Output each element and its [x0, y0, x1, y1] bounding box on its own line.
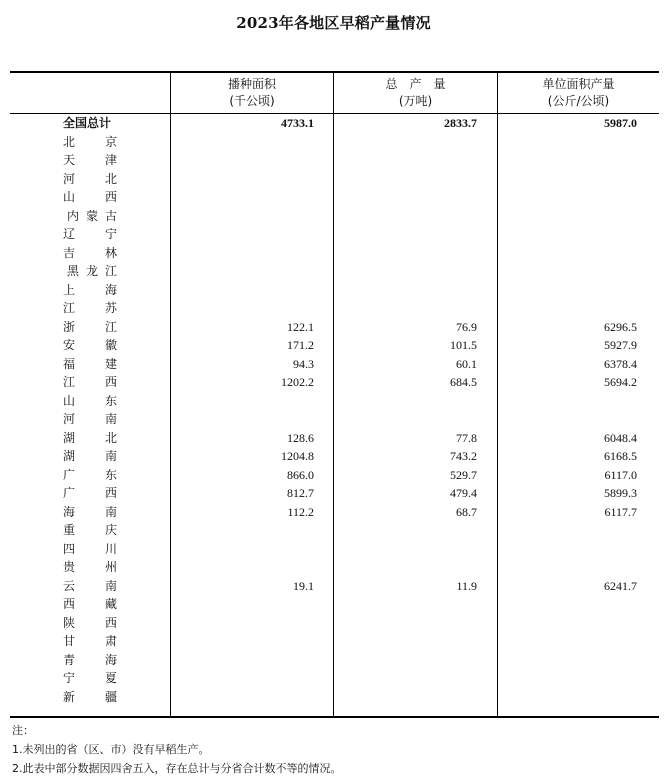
- header-yield-name: 单位面积产量: [542, 77, 615, 91]
- region-name: 山 东: [63, 393, 117, 408]
- output-value: 479.4: [450, 486, 477, 500]
- yield-value: 6378.4: [604, 356, 637, 371]
- table-row: [0, 521, 667, 540]
- table-row: [0, 651, 667, 670]
- table-row: [0, 669, 667, 688]
- footnotes: [12, 721, 342, 778]
- region-name: 云 南: [63, 578, 117, 593]
- table-row: [0, 484, 667, 503]
- region-name: 青 海: [63, 652, 117, 667]
- header-area-unit: (千公顷): [229, 94, 275, 108]
- table-row: [0, 299, 667, 318]
- region-name: 江 西: [63, 375, 117, 389]
- region-name: 甘 肃: [63, 634, 117, 648]
- table-row: [0, 614, 667, 633]
- yield-value: 6296.5: [604, 319, 637, 334]
- output-value: 60.1: [456, 356, 477, 371]
- region-name: 河 南: [63, 412, 117, 426]
- output-value: 684.5: [450, 375, 477, 389]
- table-bottom-rule: [10, 716, 659, 718]
- region-name: 吉 林: [63, 245, 117, 260]
- table-row: [0, 170, 667, 189]
- table-row: [0, 577, 667, 596]
- area-value: 1202.2: [281, 375, 314, 389]
- table-row: [0, 410, 667, 429]
- area-value: 94.3: [293, 356, 314, 371]
- yield-value: 5927.9: [604, 338, 637, 352]
- table-row: [0, 503, 667, 522]
- region-name: 天 津: [63, 153, 117, 167]
- region-name: 西 藏: [63, 597, 117, 611]
- region-name: 辽 宁: [63, 227, 117, 241]
- page-title: 2023年各地区早稻产量情况: [236, 14, 431, 32]
- header-output-name: 总 产 量: [385, 77, 446, 91]
- table-row: [0, 114, 667, 133]
- footnote-label: 注：: [12, 724, 34, 737]
- table-row: [0, 151, 667, 170]
- table-row: [0, 392, 667, 411]
- output-value: 101.5: [450, 338, 477, 352]
- table-row: [0, 318, 667, 337]
- yield-value: 6048.4: [604, 430, 637, 445]
- region-name: 重 庆: [63, 523, 117, 537]
- region-name: 福 建: [63, 356, 117, 371]
- table-row: [0, 688, 667, 707]
- region-name: 湖 南: [63, 449, 117, 463]
- output-value: 2833.7: [444, 116, 477, 130]
- area-value: 112.2: [287, 504, 314, 519]
- region-name: 全国总计: [63, 116, 112, 130]
- area-value: 812.7: [287, 486, 314, 500]
- table-row: [0, 540, 667, 559]
- output-value: 68.7: [456, 504, 477, 519]
- region-name: 山 西: [63, 190, 117, 204]
- table-row: [0, 355, 667, 374]
- region-name: 内 蒙 古: [67, 208, 117, 223]
- header-yield: [498, 76, 659, 110]
- header-yield-unit: (公斤/公顷): [547, 94, 610, 108]
- region-name: 广 西: [63, 486, 117, 500]
- region-name: 新 疆: [63, 689, 117, 704]
- region-name: 广 东: [63, 467, 117, 482]
- region-name: 湖 北: [63, 430, 117, 445]
- table-row: [0, 262, 667, 281]
- table-row: [0, 373, 667, 392]
- table-row: [0, 207, 667, 226]
- region-name: 陕 西: [63, 615, 117, 630]
- table-row: [0, 429, 667, 448]
- area-value: 866.0: [287, 467, 314, 482]
- table-row: [0, 188, 667, 207]
- table-row: [0, 336, 667, 355]
- table-row: [0, 225, 667, 244]
- area-value: 171.2: [287, 338, 314, 352]
- region-name: 浙 江: [63, 319, 117, 334]
- area-value: 1204.8: [281, 449, 314, 463]
- region-name: 贵 州: [63, 560, 117, 574]
- table-row: [0, 595, 667, 614]
- output-value: 76.9: [456, 319, 477, 334]
- footnote-2: 2.此表中部分数据因四舍五入，存在总计与分省合计数不等的情况。: [12, 762, 342, 775]
- table-row: [0, 281, 667, 300]
- yield-value: 6117.0: [604, 467, 637, 482]
- area-value: 128.6: [287, 430, 314, 445]
- table-row: [0, 466, 667, 485]
- region-name: 海 南: [63, 504, 117, 519]
- table-row: [0, 133, 667, 152]
- header-output: [334, 76, 497, 110]
- header-output-unit: (万吨): [398, 94, 433, 108]
- table-row: [0, 558, 667, 577]
- table-row: [0, 632, 667, 651]
- output-value: 77.8: [456, 430, 477, 445]
- output-value: 11.9: [456, 578, 477, 593]
- yield-value: 5899.3: [604, 486, 637, 500]
- area-value: 122.1: [287, 319, 314, 334]
- region-name: 北 京: [63, 134, 117, 149]
- yield-value: 6117.7: [604, 504, 637, 519]
- yield-value: 6168.5: [604, 449, 637, 463]
- region-name: 黑 龙 江: [67, 264, 117, 278]
- area-value: 19.1: [293, 578, 314, 593]
- region-name: 河 北: [63, 171, 117, 186]
- footnote-1: 1.未列出的省（区、市）没有早稻生产。: [12, 743, 210, 756]
- header-area: [171, 76, 333, 110]
- table-row: [0, 244, 667, 263]
- region-name: 安 徽: [63, 338, 117, 352]
- yield-value: 6241.7: [604, 578, 637, 593]
- table-body: [0, 114, 667, 706]
- output-value: 743.2: [450, 449, 477, 463]
- header-area-name: 播种面积: [227, 77, 276, 91]
- area-value: 4733.1: [281, 116, 314, 130]
- output-value: 529.7: [450, 467, 477, 482]
- table-top-rule: [10, 71, 659, 73]
- region-name: 江 苏: [63, 301, 117, 315]
- yield-value: 5987.0: [604, 116, 637, 130]
- region-name: 宁 夏: [63, 671, 117, 685]
- region-name: 四 川: [63, 541, 117, 556]
- table-row: [0, 447, 667, 466]
- region-name: 上 海: [63, 282, 117, 297]
- yield-value: 5694.2: [604, 375, 637, 389]
